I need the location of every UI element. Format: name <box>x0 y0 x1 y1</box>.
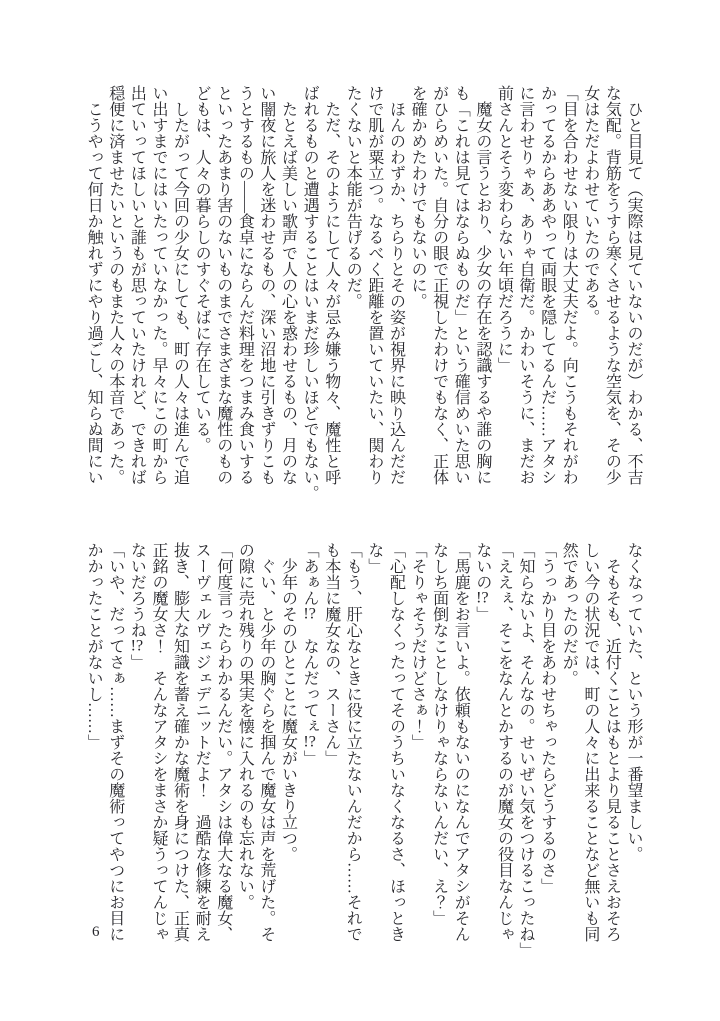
text-line: 魔女の言うとおり、少女の存在を認識するや誰の胸に <box>473 85 491 485</box>
text-line: といったあまり害のないものまでさまざまな魔性のもの <box>214 85 232 485</box>
text-line: なしち面倒なことしなけりゃならないんだい、え？」 <box>430 542 448 926</box>
text-line: 前さんとそう変わらない年頃だろうに」 <box>495 85 513 373</box>
text-line: 「いや、だってさぁ……まずその魔術ってやつにお目に <box>106 542 124 942</box>
text-line: そもそも、近付くことはもとより見ることさえおそろ <box>603 542 621 942</box>
text-line: どもは、人々の暮らしのすぐそばに存在している。 <box>193 85 211 453</box>
text-line: を確かめたわけでもないのに。 <box>409 85 427 309</box>
text-line: 穏便に済ませたいというのもまた人々の本音であった。 <box>106 85 124 485</box>
text-line: 「ええぇ、そこをなんとかするのが魔女の役目なんじゃ <box>495 542 513 942</box>
text-line: 正銘の魔女さ！ そんなアタシをまさか疑うってんじゃ <box>149 542 167 942</box>
text-line: の隙に売れ残りの果実を懐に入れるのも忘れない。 <box>236 542 254 910</box>
text-line: な気配。背筋をうすら寒くさせるような空気を、その少 <box>603 85 621 485</box>
text-line: しい今の状況では、町の人々に出来ることなど無いも同 <box>581 542 599 942</box>
top-text-block <box>83 85 644 501</box>
text-line: ばれるものと遭遇することはいまだ珍しいほどでもない。 <box>301 85 319 501</box>
text-line: い闇夜に旅人を迷わせるもの、深い沼地に引きずりこも <box>257 85 275 485</box>
text-line: こうやって何日か触れずにやり過ごし、知らぬ間にい <box>85 85 103 485</box>
text-line: 女はただよわせていたのである。 <box>581 85 599 325</box>
text-line: したがって今回の少女にしても、町の人々は進んで追 <box>171 85 189 485</box>
text-line: スーヴェルヴェジェデニットだよ！ 過酷な修練を耐え <box>193 542 211 942</box>
text-line: 「うっかり目をあわせちゃったらどうするのさ」 <box>538 542 556 894</box>
text-line: 「何度言ったらわかるんだい。アタシは偉大なる魔女、 <box>214 542 232 942</box>
text-line: に言わせりゃあ、ありゃ自衛だ。かわいそうに、まだお <box>517 85 535 485</box>
text-line: 「そりゃそうだけどさぁ！」 <box>409 542 427 750</box>
text-line: な」 <box>365 542 383 574</box>
text-line: かかったことがないし……」 <box>85 542 103 750</box>
text-line: 「知らないよ、そんなの。せいぜい気をつけるこったね」 <box>517 542 535 958</box>
text-line: い出すまでにはいたっていなかった。早々にこの町から <box>149 85 167 485</box>
text-line: 抜き、膨大な知識を蓄え確かな魔術を身につけた、正真 <box>171 542 189 942</box>
text-line: 出ていってほしいと誰もが思っていたけれど、できれば <box>128 85 146 485</box>
tate-chu-yoko: !? <box>130 638 144 654</box>
tate-chu-yoko: !? <box>476 590 489 606</box>
text-line: 「心配しなくったってそのうちいなくなるさ、ほっとき <box>387 542 405 942</box>
text-line: ただ、そのようにして人々が忌み嫌う物々、魔性と呼 <box>322 85 340 485</box>
text-line: うとするもの――食卓にならんだ料理をつまみ食いする <box>236 85 254 485</box>
text-line: ひと目見て（実際は見ていないのだが）わかる、不吉 <box>625 85 642 485</box>
tate-chu-yoko: !? <box>303 606 316 622</box>
text-line: たとえば美しい歌声で人の心を惑わせるもの、月のな <box>279 85 297 485</box>
text-line: も「これは見てはならぬものだ」という確信めいた思い <box>452 85 470 485</box>
text-line: 然であったのだが。 <box>560 542 578 686</box>
text-line: ぐい、と少年の胸ぐらを掴んで魔女は声を荒げた。そ <box>257 542 275 942</box>
page-number: 6 <box>92 924 100 940</box>
tate-chu-yoko: !? <box>303 734 316 750</box>
text-line: 少年のそのひとことに魔女がいきり立つ。 <box>279 542 297 862</box>
text-line: がひらめいた。自分の眼で正視したわけでもなく、正体 <box>430 85 448 485</box>
bottom-text-block <box>83 542 644 958</box>
text-line: も本当に魔女なの、スーさん」 <box>322 542 340 766</box>
text-line: 「あぁん!? なんだってぇ!?」 <box>301 542 319 766</box>
text-line: ないだろうね!?」 <box>128 542 146 670</box>
text-line: けで肌が粟立つ。なるべく距離を置いていたい、関わり <box>365 85 383 485</box>
text-line: ないの!?」 <box>473 542 491 622</box>
text-line: なくなっていた、という形が一番望ましい。 <box>625 542 642 862</box>
text-line: たくないと本能が告げるのだ。 <box>344 85 362 309</box>
text-line: ほんのわずか、ちらりとその姿が視界に映り込んだだ <box>387 85 405 485</box>
text-line: かってるからああやって両眼を隠してるんだ……アタシ <box>538 85 556 485</box>
text-line: 「馬鹿をお言いよ。依頼もないのになんでアタシがそん <box>452 542 470 942</box>
text-line: 「目を合わせない限りは大丈夫だよ。向こうもそれがわ <box>560 85 578 485</box>
text-line: 「もう、肝心なときに役に立たないんだから……それで <box>344 542 362 942</box>
